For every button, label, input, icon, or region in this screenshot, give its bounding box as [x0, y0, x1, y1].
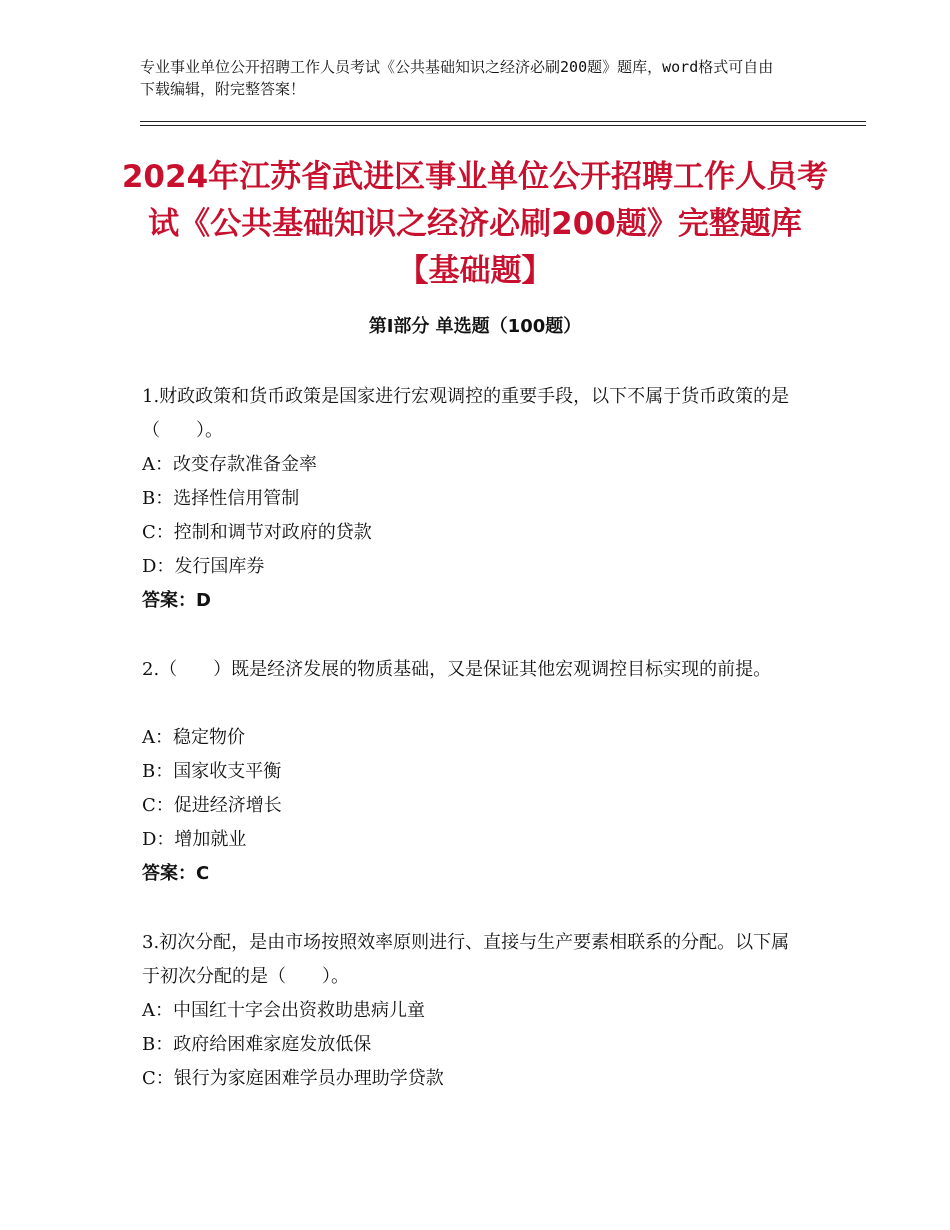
- header-divider-top: [140, 121, 866, 122]
- question-2-option-d: D：增加就业: [142, 829, 247, 850]
- question-2-stem: 2.（ ）既是经济发展的物质基础，又是保证其他宏观调控目标实现的前提。: [142, 659, 772, 680]
- question-1-option-d: D：发行国库券: [142, 556, 265, 577]
- question-1-stem: 1.财政政策和货币政策是国家进行宏观调控的重要手段，以下不属于货币政策的是（ ）。: [142, 386, 790, 441]
- question-2-answer: 答案：C: [142, 863, 210, 884]
- question-2-option-c: C：促进经济增长: [142, 795, 282, 816]
- question-1-answer: 答案：D: [142, 590, 211, 611]
- section-title: 第Ⅰ部分 单选题（100题）: [368, 316, 582, 337]
- question-1-option-c: C：控制和调节对政府的贷款: [142, 522, 372, 543]
- document-title: 2024年江苏省武进区事业单位公开招聘工作人员考试《公共基础知识之经济必刷200题》完整题库【基础题】: [121, 159, 829, 289]
- question-3-option-b: B：政府给困难家庭发放低保: [142, 1034, 372, 1055]
- question-2-option-b: B：国家收支平衡: [142, 761, 282, 782]
- question-2-option-a: A：稳定物价: [142, 727, 245, 748]
- question-3-option-a: A：中国红十字会出资救助患病儿童: [142, 1000, 425, 1021]
- question-3-option-c: C：银行为家庭困难学员办理助学贷款: [142, 1068, 444, 1089]
- question-3-stem: 3.初次分配，是由市场按照效率原则进行、直接与生产要素相联系的分配。以下属于初次分配的是（ ）。: [142, 932, 790, 987]
- header-note: 专业事业单位公开招聘工作人员考试《公共基础知识之经济必刷200题》题库，word格式可自由下载编辑，附完整答案！: [140, 58, 774, 98]
- question-1-option-b: B：选择性信用管制: [142, 488, 300, 509]
- question-1-option-a: A：改变存款准备金率: [142, 454, 317, 475]
- header-divider-bottom: [140, 125, 866, 126]
